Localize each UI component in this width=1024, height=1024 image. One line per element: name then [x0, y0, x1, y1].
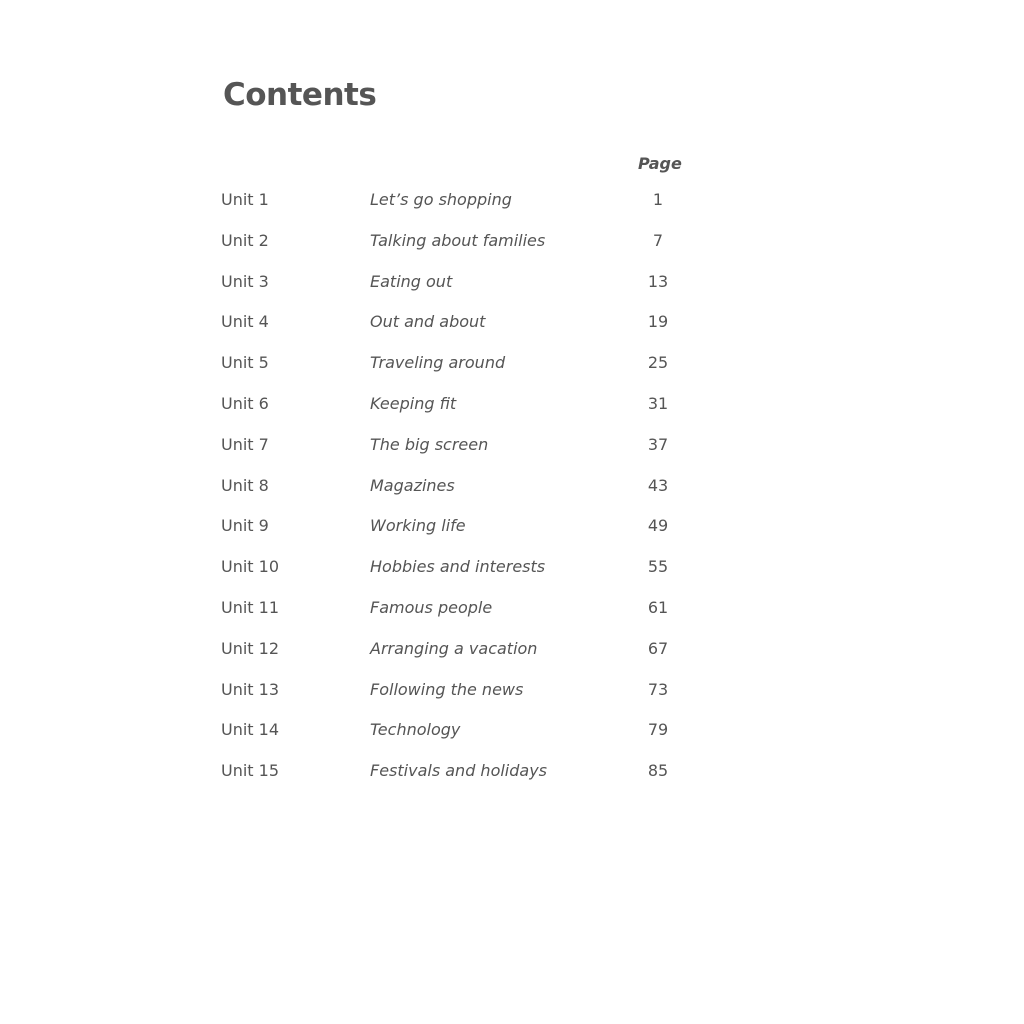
unit-topic: Following the news: [370, 679, 524, 699]
unit-label: Unit 7: [221, 434, 269, 454]
toc-row[interactable]: [221, 474, 691, 515]
toc-row[interactable]: [221, 759, 691, 800]
unit-label: Unit 15: [221, 761, 280, 781]
toc-row[interactable]: [221, 596, 691, 637]
unit-topic: Traveling around: [370, 353, 506, 373]
page-number: 61: [647, 597, 669, 617]
unit-topic: Technology: [370, 720, 461, 740]
page-number: 67: [647, 638, 669, 658]
unit-label: Unit 2: [221, 230, 269, 250]
unit-topic: Magazines: [370, 475, 455, 495]
toc-row[interactable]: [221, 392, 691, 433]
unit-label: Unit 1: [221, 190, 269, 209]
page-number: 37: [647, 434, 669, 454]
toc-row[interactable]: [221, 514, 691, 555]
page-number: 13: [647, 271, 669, 291]
toc-row[interactable]: [221, 718, 691, 759]
contents-list: [221, 188, 691, 800]
unit-label: Unit 9: [221, 516, 269, 536]
unit-topic: Festivals and holidays: [370, 761, 548, 781]
toc-row[interactable]: [221, 678, 691, 719]
toc-row[interactable]: [221, 637, 691, 678]
page-number: 19: [647, 312, 669, 332]
unit-label: Unit 10: [221, 557, 280, 577]
unit-label: Unit 14: [221, 720, 280, 740]
toc-row[interactable]: [221, 555, 691, 596]
page-number: 79: [647, 720, 669, 740]
unit-label: Unit 4: [221, 312, 269, 332]
unit-label: Unit 11: [221, 597, 280, 617]
unit-label: Unit 5: [221, 353, 269, 373]
toc-row[interactable]: [221, 433, 691, 474]
unit-topic: The big screen: [370, 434, 489, 454]
unit-label: Unit 3: [221, 271, 269, 291]
page-number: 55: [647, 557, 669, 577]
page-number: 85: [647, 761, 669, 781]
page-number: 73: [647, 679, 669, 699]
unit-topic: Working life: [370, 516, 466, 536]
page-number: 7: [652, 230, 664, 250]
unit-topic: Arranging a vacation: [370, 638, 538, 658]
unit-topic: Let’s go shopping: [370, 190, 512, 209]
unit-label: Unit 12: [221, 638, 280, 658]
page-column-header: Page: [638, 154, 682, 173]
toc-row[interactable]: [221, 270, 691, 311]
unit-topic: Talking about families: [370, 230, 546, 250]
unit-topic: Hobbies and interests: [370, 557, 546, 577]
page-title: Contents: [223, 77, 377, 113]
page-number: 49: [647, 516, 669, 536]
unit-label: Unit 13: [221, 679, 280, 699]
unit-topic: Famous people: [370, 597, 493, 617]
unit-topic: Eating out: [370, 271, 453, 291]
unit-topic: Out and about: [370, 312, 486, 332]
page-number: 43: [647, 475, 669, 495]
toc-row[interactable]: [221, 351, 691, 392]
unit-label: Unit 8: [221, 475, 269, 495]
unit-label: Unit 6: [221, 393, 269, 413]
page-number: 31: [647, 393, 669, 413]
toc-row[interactable]: [221, 188, 691, 229]
toc-row[interactable]: [221, 310, 691, 351]
page-number: 25: [647, 353, 669, 373]
unit-topic: Keeping fit: [370, 393, 457, 413]
toc-row[interactable]: [221, 229, 691, 270]
page-number: 1: [652, 190, 664, 209]
